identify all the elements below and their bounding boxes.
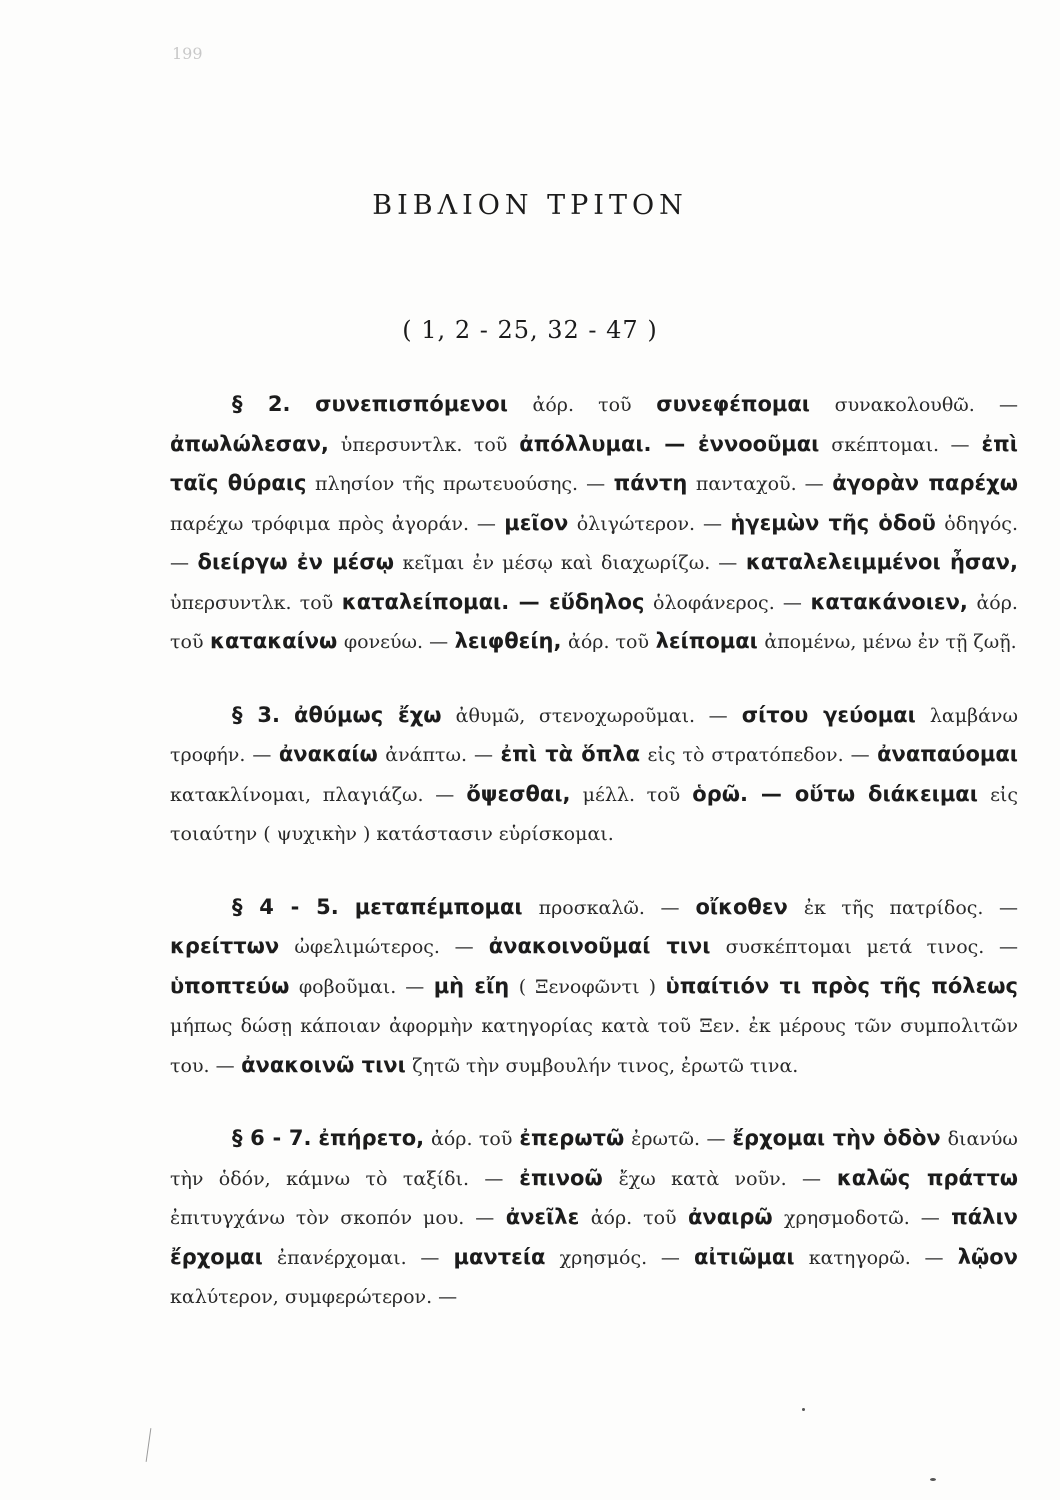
gloss: ἀόρ. τοῦ — [568, 631, 650, 653]
gloss: συνακολουθῶ. — — [834, 394, 1018, 416]
headword: πάντη — [613, 471, 688, 495]
gloss: ἐκ τῆς πατρίδος. — — [803, 896, 1018, 919]
gloss: λαμβάνω τροφήν. — — [170, 704, 1018, 766]
headword: μεταπέμπομαι — [354, 894, 523, 919]
gloss: σκέπτομαι. — — [831, 433, 970, 456]
gloss: καλύτερον, συμφερώτερον. — — [170, 1286, 458, 1308]
gloss: ἔχω κατὰ νοῦν. — — [618, 1167, 822, 1190]
section-number: § 4 - 5. — [232, 894, 339, 919]
headword: καταλελειμμένοι ἦσαν, — [745, 550, 1018, 574]
chapter-range: ( 1, 2 - 25, 32 - 47 ) — [402, 316, 658, 344]
gloss: ἐπιτυγχάνω τὸν σκοπόν μου. — — [170, 1207, 495, 1229]
headword: πάλιν ἔρχομαι — [170, 1205, 1018, 1269]
headword: μεῖον — [504, 510, 569, 535]
ink-speck — [802, 1408, 805, 1411]
chapter-title: ΒΙΒΛΙΟΝ ΤΡΙΤΟΝ — [372, 190, 688, 221]
headword: ἡγεμὼν τῆς ὁδοῦ — [730, 510, 936, 535]
gloss: εἰς τοιαύτην ( ψυχικὴν ) κατάστασιν εὑρίσκομαι. — [170, 783, 1018, 845]
headword: ἐπὶ ταῖς θύραις — [170, 431, 1018, 495]
section-3 — [170, 696, 1018, 854]
gloss: ἐπανέρχομαι. — — [276, 1246, 440, 1269]
headword: ὁρῶ. — οὕτω διάκειμαι — [692, 781, 978, 806]
gloss: κατακλίνομαι, πλαγιάζω. — — [170, 783, 455, 806]
headword: λῷον — [957, 1244, 1018, 1269]
gloss: ὠφελιμώτερος. — — [294, 936, 474, 958]
gloss: κεῖμαι ἐν μέσῳ καὶ διαχωρίζω. — — [402, 552, 738, 574]
headword: ἀνακοινῶ τινι — [241, 1052, 406, 1077]
gloss: ὁλοφάνερος. — — [653, 591, 802, 614]
headword: λείπομαι — [655, 629, 758, 653]
gloss: ἀνάπτω. — — [385, 744, 494, 766]
gloss: πλησίον τῆς πρωτευούσης. — — [315, 473, 606, 495]
gloss: πανταχοῦ. — — [695, 473, 824, 495]
headword: μαντεία — [453, 1244, 546, 1269]
gloss: ἀόρ. τοῦ — [431, 1128, 513, 1150]
headword: ἀθύμως ἔχω — [294, 702, 442, 727]
headword: συνεφέπομαι — [656, 392, 810, 416]
gloss: ἀόρ. τοῦ — [170, 591, 1018, 653]
headword: αἰτιῶμαι — [694, 1244, 795, 1269]
headword: ἀναπαύομαι — [877, 742, 1018, 766]
gloss: ἀόρ. τοῦ — [532, 394, 632, 416]
headword: ὑποπτεύω — [170, 973, 290, 998]
headword: ἀναιρῶ — [688, 1205, 773, 1229]
section-6-7 — [170, 1119, 1018, 1317]
headword: ἐπερωτῶ — [519, 1126, 625, 1150]
gloss: ὑπερσυντλκ. τοῦ — [340, 433, 508, 456]
gloss: προσκαλῶ. — — [538, 896, 680, 919]
gloss: παρέχω τρόφιμα πρὸς ἀγοράν. — — [170, 512, 496, 535]
headword: καταλείπομαι. — εὔδηλος — [341, 589, 645, 614]
headword: ἀνεῖλε — [505, 1205, 580, 1229]
headword: ἀγορὰν παρέχω — [832, 471, 1018, 495]
gloss: χρησμός. — — [559, 1246, 680, 1269]
headword: ὄψεσθαι, — [466, 781, 571, 806]
headword: καλῶς πράττω — [836, 1165, 1018, 1190]
headword: συνεπισπόμενοι — [315, 392, 508, 416]
gloss: μήπως δώσῃ κάποιαν ἀφορμὴν κατηγορίας κατὰ τοῦ Ξεν. ἐκ μέρους τῶν συμπολιτῶν του. — — [170, 1015, 1018, 1077]
gloss: ζητῶ τὴν συμβουλήν τινος, ἐρωτῶ τινα. — [412, 1054, 799, 1077]
gloss: φονεύω. — — [343, 631, 449, 653]
section-4-5 — [170, 888, 1018, 1086]
gloss: κατηγορῶ. — — [808, 1246, 944, 1269]
headword: ἀνακαίω — [278, 742, 378, 766]
gloss: ἀπομένω, μένω ἐν τῇ ζωῇ. — [764, 631, 1017, 653]
glossary-body — [170, 385, 1018, 1351]
headword: ἐπινοῶ — [519, 1165, 603, 1190]
section-2 — [170, 385, 1018, 662]
headword: ἀνακοινοῦμαί τινι — [488, 934, 711, 958]
gloss: εἰς τὸ στρατόπεδον. — — [647, 744, 870, 766]
headword: μὴ εἴη — [433, 973, 510, 998]
headword: ἀπωλώλεσαν, — [170, 431, 329, 456]
headword: ἐπήρετο, — [318, 1126, 425, 1150]
headword: ἔρχομαι τὴν ὁδὸν — [732, 1126, 941, 1150]
headword: ἐπὶ τὰ ὅπλα — [500, 742, 641, 766]
gloss: ( Ξενοφῶντι ) — [518, 975, 657, 998]
headword: σίτου γεύομαι — [741, 702, 916, 727]
gloss: φοβοῦμαι. — — [298, 975, 425, 998]
gloss: ὁδηγός. — — [170, 512, 1018, 574]
gloss: ὀλιγώτερον. — — [576, 512, 722, 535]
headword: λειφθείη, — [454, 629, 562, 653]
ink-speck — [930, 1478, 936, 1481]
headword: κατακαίνω — [210, 629, 338, 653]
section-number: § 2. — [232, 392, 291, 416]
gloss: διανύω τὴν ὁδόν, κάμνω τὸ ταξίδι. — — [170, 1128, 1018, 1190]
gloss: ὑπερσυντλκ. τοῦ — [170, 591, 334, 614]
page-number-bleedthrough: 199 — [172, 44, 203, 63]
pencil-mark — [146, 1428, 152, 1462]
gloss: ἀόρ. τοῦ — [590, 1207, 677, 1229]
headword: διείργω ἐν μέσῳ — [197, 550, 394, 574]
gloss: ἐρωτῶ. — — [631, 1128, 726, 1150]
gloss: χρησμοδοτῶ. — — [784, 1207, 940, 1229]
headword: οἴκοθεν — [695, 894, 788, 919]
gloss: μέλλ. τοῦ — [582, 783, 681, 806]
section-number: § 3. — [232, 702, 280, 727]
section-number: § 6 - 7. — [232, 1126, 312, 1150]
headword: ὑπαίτιόν τι πρὸς τῆς πόλεως — [665, 973, 1018, 998]
headword: κρείττων — [170, 934, 280, 958]
headword: ἀπόλλυμαι. — ἐννοοῦμαι — [519, 431, 820, 456]
gloss: ἀθυμῶ, στενοχωροῦμαι. — — [455, 704, 728, 727]
gloss: συσκέπτομαι μετά τινος. — — [725, 936, 1018, 958]
headword: κατακάνοιεν, — [810, 589, 968, 614]
